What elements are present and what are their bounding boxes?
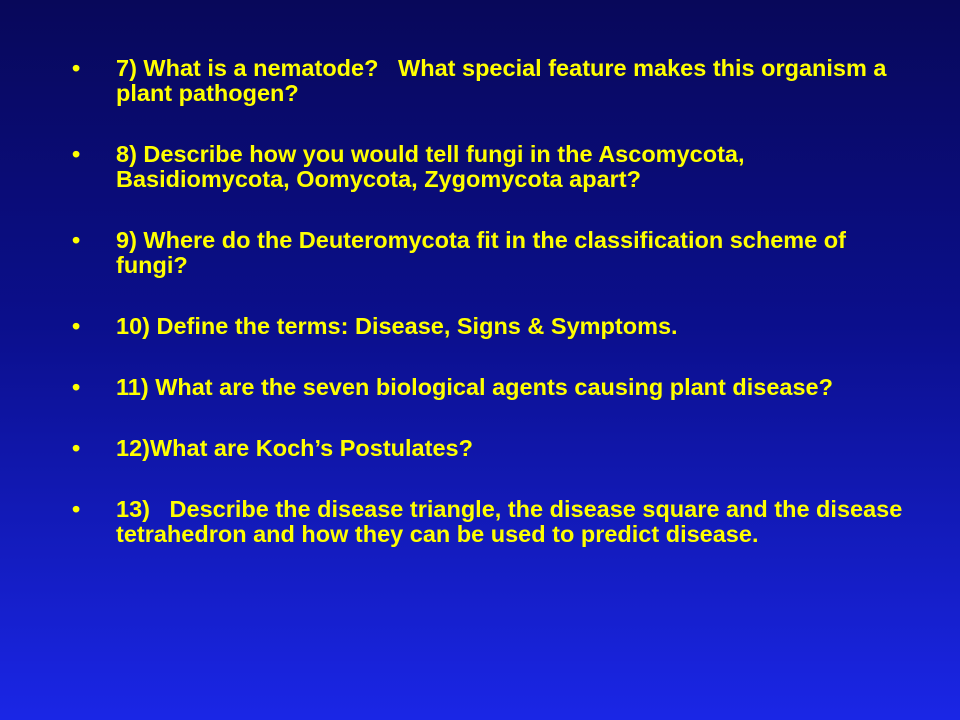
question-text: 12)What are Koch’s Postulates?: [116, 435, 473, 461]
list-item: [72, 56, 922, 106]
list-item: [72, 436, 922, 461]
question-text: 9) Where do the Deuteromycota fit in the classification scheme of fungi?: [116, 227, 846, 278]
list-item: [72, 375, 922, 400]
bullet-icon: •: [72, 496, 81, 522]
bullet-icon: •: [72, 313, 81, 339]
list-item: [72, 228, 922, 278]
question-text: 7) What is a nematode? What special feature makes this organism a plant pathogen?: [116, 55, 894, 106]
question-text: 10) Define the terms: Disease, Signs & Symptoms.: [116, 313, 678, 339]
list-item: [72, 142, 922, 192]
bullet-icon: •: [72, 435, 81, 461]
list-item: [72, 497, 922, 547]
question-list: [72, 56, 922, 583]
question-text: 13) Describe the disease triangle, the disease square and the disease tetrahedron and how they can be used to predict disease.: [116, 496, 909, 547]
question-text: 8) Describe how you would tell fungi in the Ascomycota, Basidiomycota, Oomycota, Zygomycota apart?: [116, 141, 745, 192]
bullet-icon: •: [72, 374, 81, 400]
bullet-icon: •: [72, 141, 81, 167]
bullet-icon: •: [72, 55, 81, 81]
bullet-icon: •: [72, 227, 81, 253]
question-text: 11) What are the seven biological agents causing plant disease?: [116, 374, 833, 400]
list-item: [72, 314, 922, 339]
